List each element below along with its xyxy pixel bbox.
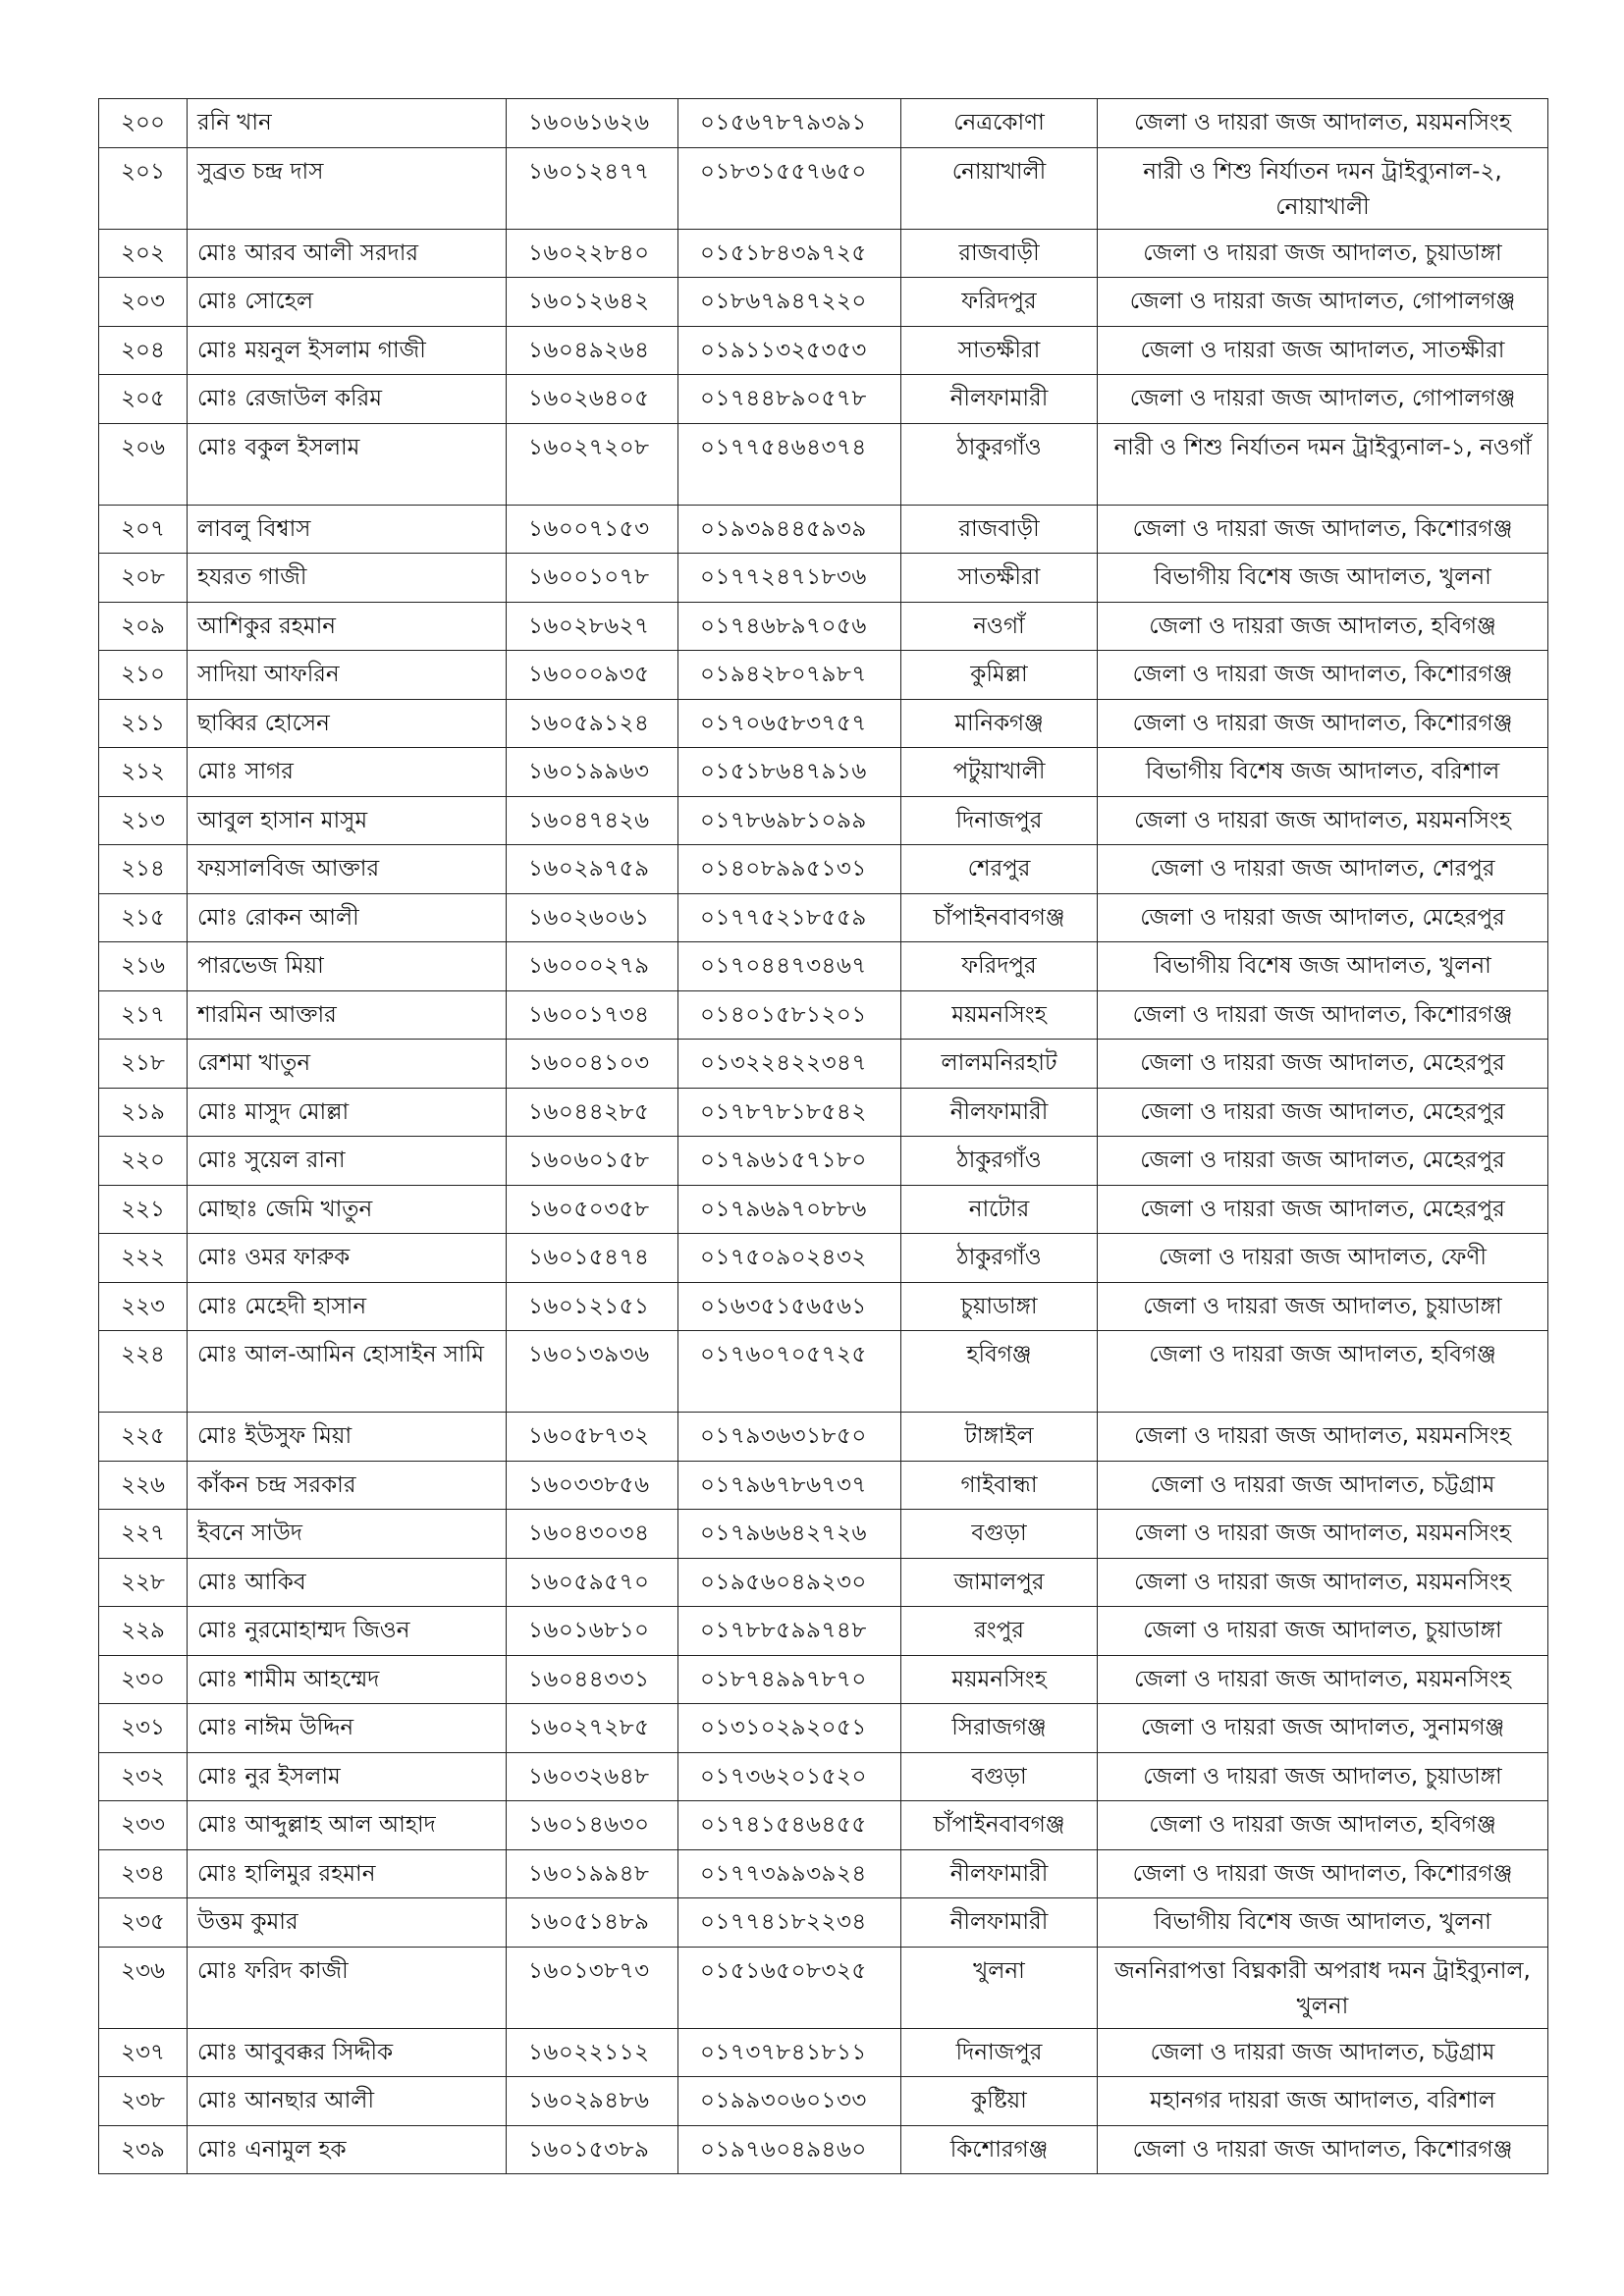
mobile-number-cell: ০১৭৯৩৬৩১৮৫০ — [678, 1413, 901, 1462]
court-cell: জেলা ও দায়রা জজ আদালত, কিশোরগঞ্জ — [1098, 2125, 1548, 2174]
table-row — [99, 1234, 1548, 1283]
mobile-number-cell: ০১৬৩৫১৫৬৫৬১ — [678, 1282, 901, 1331]
district-cell: নোয়াখালী — [901, 147, 1098, 229]
court-cell: জেলা ও দায়রা জজ আদালত, হবিগঞ্জ — [1098, 1801, 1548, 1850]
court-cell: জেলা ও দায়রা জজ আদালত, গোপালগঞ্জ — [1098, 278, 1548, 327]
mobile-number-cell: ০১৭৭৪১৮২২৩৪ — [678, 1898, 901, 1948]
district-cell: দিনাজপুর — [901, 2028, 1098, 2077]
table-row — [99, 1849, 1548, 1898]
roll-number-cell: ১৬০২৯৪৮৬ — [507, 2077, 678, 2126]
serial-cell: ২৩৬ — [99, 1947, 188, 2028]
district-cell: লালমনিরহাট — [901, 1040, 1098, 1089]
table-row — [99, 1655, 1548, 1704]
mobile-number-cell: ০১৫৬৭৮৭৯৩৯১ — [678, 99, 901, 148]
table-row — [99, 942, 1548, 991]
name-cell: মোঃ আবুবক্কর সিদ্দীক — [188, 2028, 507, 2077]
serial-cell: ২১৯ — [99, 1088, 188, 1137]
court-cell: নারী ও শিশু নির্যাতন দমন ট্রাইব্যুনাল-২, নোয়াখালী — [1098, 147, 1548, 229]
roll-number-cell: ১৬০৫৯১২৪ — [507, 699, 678, 748]
court-cell: জেলা ও দায়রা জজ আদালত, কিশোরগঞ্জ — [1098, 699, 1548, 748]
roll-number-cell: ১৬০১৩৮৭৩ — [507, 1947, 678, 2028]
mobile-number-cell: ০১৪০৮৯৯৫১৩১ — [678, 845, 901, 894]
mobile-number-cell: ০১৭৭৫২১৮৫৫৯ — [678, 893, 901, 942]
district-cell: হবিগঞ্জ — [901, 1331, 1098, 1413]
name-cell: ফয়সালবিজ আক্তার — [188, 845, 507, 894]
name-cell: মোঃ এনামুল হক — [188, 2125, 507, 2174]
roll-number-cell: ১৬০১৬৮১০ — [507, 1607, 678, 1656]
mobile-number-cell: ০১৭৭৫৪৬৪৩৭৪ — [678, 423, 901, 505]
roll-number-cell: ১৬০৫১৪৮৯ — [507, 1898, 678, 1948]
mobile-number-cell: ০১৭৭৩৯৯৩৯২৪ — [678, 1849, 901, 1898]
court-cell: জননিরাপত্তা বিঘ্নকারী অপরাধ দমন ট্রাইব্যুনাল, খুলনা — [1098, 1947, 1548, 2028]
mobile-number-cell: ০১৭৮৭৮১৮৫৪২ — [678, 1088, 901, 1137]
table-row — [99, 375, 1548, 424]
district-cell: কুমিল্লা — [901, 651, 1098, 700]
district-cell: চাঁপাইনবাবগঞ্জ — [901, 893, 1098, 942]
district-cell: দিনাজপুর — [901, 796, 1098, 845]
table-row — [99, 699, 1548, 748]
mobile-number-cell: ০১৫১৮৬৪৭৯১৬ — [678, 748, 901, 797]
table-row — [99, 1088, 1548, 1137]
mobile-number-cell: ০১৭৪১৫৪৬৪৫৫ — [678, 1801, 901, 1850]
roll-number-cell: ১৬০৪৯২৬৪ — [507, 326, 678, 375]
table-row — [99, 1947, 1548, 2028]
name-cell: মোঃ ওমর ফারুক — [188, 1234, 507, 1283]
table-row — [99, 1137, 1548, 1186]
name-cell: মোঃ রেজাউল করিম — [188, 375, 507, 424]
court-cell: জেলা ও দায়রা জজ আদালত, চুয়াডাঙ্গা — [1098, 229, 1548, 278]
table-row — [99, 326, 1548, 375]
roll-number-cell: ১৬০২৬০৬১ — [507, 893, 678, 942]
court-cell: জেলা ও দায়রা জজ আদালত, মেহেরপুর — [1098, 1137, 1548, 1186]
table-row — [99, 1282, 1548, 1331]
district-cell: পটুয়াখালী — [901, 748, 1098, 797]
name-cell: মোঃ ময়নুল ইসলাম গাজী — [188, 326, 507, 375]
mobile-number-cell: ০১৭০৬৫৮৩৭৫৭ — [678, 699, 901, 748]
district-cell: ময়মনসিংহ — [901, 1655, 1098, 1704]
serial-cell: ২৩২ — [99, 1752, 188, 1801]
name-cell: মোঃ ইউসুফ মিয়া — [188, 1413, 507, 1462]
court-cell: জেলা ও দায়রা জজ আদালত, ময়মনসিংহ — [1098, 796, 1548, 845]
court-cell: জেলা ও দায়রা জজ আদালত, ময়মনসিংহ — [1098, 1413, 1548, 1462]
roll-number-cell: ১৬০২৯৭৫৯ — [507, 845, 678, 894]
mobile-number-cell: ০১৯৪২৮০৭৯৮৭ — [678, 651, 901, 700]
name-cell: উত্তম কুমার — [188, 1898, 507, 1948]
mobile-number-cell: ০১৯৫৬০৪৯২৩০ — [678, 1558, 901, 1607]
court-cell: জেলা ও দায়রা জজ আদালত, হবিগঞ্জ — [1098, 602, 1548, 651]
court-cell: বিভাগীয় বিশেষ জজ আদালত, বরিশাল — [1098, 748, 1548, 797]
court-cell: জেলা ও দায়রা জজ আদালত, ময়মনসিংহ — [1098, 1558, 1548, 1607]
district-cell: ঠাকুরগাঁও — [901, 423, 1098, 505]
court-cell: জেলা ও দায়রা জজ আদালত, শেরপুর — [1098, 845, 1548, 894]
court-cell: জেলা ও দায়রা জজ আদালত, গোপালগঞ্জ — [1098, 375, 1548, 424]
roll-number-cell: ১৬০১৩৯৩৬ — [507, 1331, 678, 1413]
roll-number-cell: ১৬০০১০৭৮ — [507, 554, 678, 603]
table-row — [99, 505, 1548, 554]
mobile-number-cell: ০১৪০১৫৮১২০১ — [678, 990, 901, 1040]
name-cell: মোঃ সাগর — [188, 748, 507, 797]
name-cell: মোঃ আরব আলী সরদার — [188, 229, 507, 278]
mobile-number-cell: ০১৩১০২৯২০৫১ — [678, 1704, 901, 1753]
table-row — [99, 1752, 1548, 1801]
table-row — [99, 1331, 1548, 1413]
roll-number-cell: ১৬০১৫৪৭৪ — [507, 1234, 678, 1283]
name-cell: মোঃ আব্দুল্লাহ আল আহাদ — [188, 1801, 507, 1850]
district-cell: নওগাঁ — [901, 602, 1098, 651]
table-row — [99, 554, 1548, 603]
mobile-number-cell: ০১৯৯৩০৬০১৩৩ — [678, 2077, 901, 2126]
serial-cell: ২০৭ — [99, 505, 188, 554]
serial-cell: ২১৩ — [99, 796, 188, 845]
court-cell: বিভাগীয় বিশেষ জজ আদালত, খুলনা — [1098, 1898, 1548, 1948]
serial-cell: ২৩০ — [99, 1655, 188, 1704]
district-cell: রংপুর — [901, 1607, 1098, 1656]
name-cell: আবুল হাসান মাসুম — [188, 796, 507, 845]
court-cell: জেলা ও দায়রা জজ আদালত, সাতক্ষীরা — [1098, 326, 1548, 375]
court-cell: জেলা ও দায়রা জজ আদালত, চট্টগ্রাম — [1098, 2028, 1548, 2077]
district-cell: ঠাকুরগাঁও — [901, 1234, 1098, 1283]
district-cell: জামালপুর — [901, 1558, 1098, 1607]
district-cell: চুয়াডাঙ্গা — [901, 1282, 1098, 1331]
serial-cell: ২৩১ — [99, 1704, 188, 1753]
roll-number-cell: ১৬০২২১১২ — [507, 2028, 678, 2077]
court-cell: বিভাগীয় বিশেষ জজ আদালত, খুলনা — [1098, 942, 1548, 991]
roll-number-cell: ১৬০০০২৭৯ — [507, 942, 678, 991]
district-cell: টাঙ্গাইল — [901, 1413, 1098, 1462]
mobile-number-cell: ০১৭৯৬৯৭০৮৮৬ — [678, 1185, 901, 1234]
serial-cell: ২০১ — [99, 147, 188, 229]
name-cell: রেশমা খাতুন — [188, 1040, 507, 1089]
roll-number-cell: ১৬০০০৯৩৫ — [507, 651, 678, 700]
table-row — [99, 1040, 1548, 1089]
table-row — [99, 651, 1548, 700]
mobile-number-cell: ০১৭৯৬১৫৭১৮০ — [678, 1137, 901, 1186]
serial-cell: ২২১ — [99, 1185, 188, 1234]
district-cell: সাতক্ষীরা — [901, 554, 1098, 603]
table-row — [99, 2125, 1548, 2174]
court-cell: জেলা ও দায়রা জজ আদালত, চুয়াডাঙ্গা — [1098, 1282, 1548, 1331]
mobile-number-cell: ০১৭৭২৪৭১৮৩৬ — [678, 554, 901, 603]
serial-cell: ২১৫ — [99, 893, 188, 942]
district-cell: নেত্রকোণা — [901, 99, 1098, 148]
court-cell: জেলা ও দায়রা জজ আদালত, মেহেরপুর — [1098, 1185, 1548, 1234]
mobile-number-cell: ০১৮৬৭৯৪৭২২০ — [678, 278, 901, 327]
serial-cell: ২৩৪ — [99, 1849, 188, 1898]
name-cell: মোঃ রোকন আলী — [188, 893, 507, 942]
roll-number-cell: ১৬০৬০১৫৮ — [507, 1137, 678, 1186]
mobile-number-cell: ০১৭৬০৭০৫৭২৫ — [678, 1331, 901, 1413]
serial-cell: ২২৭ — [99, 1510, 188, 1559]
court-cell: বিভাগীয় বিশেষ জজ আদালত, খুলনা — [1098, 554, 1548, 603]
district-cell: ঠাকুরগাঁও — [901, 1137, 1098, 1186]
roll-number-cell: ১৬০১২১৫১ — [507, 1282, 678, 1331]
name-cell: হযরত গাজী — [188, 554, 507, 603]
district-cell: গাইবান্ধা — [901, 1461, 1098, 1510]
name-cell: আশিকুর রহমান — [188, 602, 507, 651]
table-row — [99, 1510, 1548, 1559]
court-cell: জেলা ও দায়রা জজ আদালত, কিশোরগঞ্জ — [1098, 990, 1548, 1040]
table-row — [99, 147, 1548, 229]
roll-number-cell: ১৬০৪৪২৮৫ — [507, 1088, 678, 1137]
mobile-number-cell: ০১৯৩৯৪৪৫৯৩৯ — [678, 505, 901, 554]
district-cell: মানিকগঞ্জ — [901, 699, 1098, 748]
table-row — [99, 1413, 1548, 1462]
table-row — [99, 1704, 1548, 1753]
serial-cell: ২১০ — [99, 651, 188, 700]
serial-cell: ২১৬ — [99, 942, 188, 991]
serial-cell: ২০২ — [99, 229, 188, 278]
court-cell: জেলা ও দায়রা জজ আদালত, ময়মনসিংহ — [1098, 99, 1548, 148]
table-row — [99, 278, 1548, 327]
serial-cell: ২০৩ — [99, 278, 188, 327]
mobile-number-cell: ০১৭৮৬৯৮১০৯৯ — [678, 796, 901, 845]
table-row — [99, 99, 1548, 148]
table-row — [99, 2077, 1548, 2126]
district-cell: সাতক্ষীরা — [901, 326, 1098, 375]
name-cell: মোঃ নুরমোহাম্মদ জিওন — [188, 1607, 507, 1656]
roll-number-cell: ১৬০১২৬৪২ — [507, 278, 678, 327]
court-cell: জেলা ও দায়রা জজ আদালত, ময়মনসিংহ — [1098, 1510, 1548, 1559]
name-cell: মোঃ ফরিদ কাজী — [188, 1947, 507, 2028]
district-cell: নাটোর — [901, 1185, 1098, 1234]
mobile-number-cell: ০১৮৩১৫৫৭৬৫০ — [678, 147, 901, 229]
district-cell: নীলফামারী — [901, 1088, 1098, 1137]
name-cell: মোঃ মেহেদী হাসান — [188, 1282, 507, 1331]
table-row — [99, 1558, 1548, 1607]
court-cell: জেলা ও দায়রা জজ আদালত, চট্টগ্রাম — [1098, 1461, 1548, 1510]
district-cell: ফরিদপুর — [901, 278, 1098, 327]
mobile-number-cell: ০১৭৩৭৮৪১৮১১ — [678, 2028, 901, 2077]
court-cell: জেলা ও দায়রা জজ আদালত, চুয়াডাঙ্গা — [1098, 1607, 1548, 1656]
serial-cell: ২২২ — [99, 1234, 188, 1283]
mobile-number-cell: ০১৭৯৬৭৮৬৭৩৭ — [678, 1461, 901, 1510]
roll-number-cell: ১৬০০১৭৩৪ — [507, 990, 678, 1040]
district-cell: কুষ্টিয়া — [901, 2077, 1098, 2126]
serial-cell: ২০৬ — [99, 423, 188, 505]
court-cell: জেলা ও দায়রা জজ আদালত, ময়মনসিংহ — [1098, 1655, 1548, 1704]
name-cell: মোঃ নুর ইসলাম — [188, 1752, 507, 1801]
mobile-number-cell: ০১৯১১৩২৫৩৫৩ — [678, 326, 901, 375]
serial-cell: ২৩৭ — [99, 2028, 188, 2077]
district-cell: নীলফামারী — [901, 1898, 1098, 1948]
district-cell: কিশোরগঞ্জ — [901, 2125, 1098, 2174]
mobile-number-cell: ০১৭৫০৯০২৪৩২ — [678, 1234, 901, 1283]
roll-number-cell: ১৬০৫৯৫৭০ — [507, 1558, 678, 1607]
roll-number-cell: ১৬০৩৩৮৫৬ — [507, 1461, 678, 1510]
table-row — [99, 748, 1548, 797]
mobile-number-cell: ০১৭৪৬৮৯৭০৫৬ — [678, 602, 901, 651]
name-cell: মোঃ নাঈম উদ্দিন — [188, 1704, 507, 1753]
district-cell: সিরাজগঞ্জ — [901, 1704, 1098, 1753]
name-cell: শারমিন আক্তার — [188, 990, 507, 1040]
roll-number-cell: ১৬০৬১৬২৬ — [507, 99, 678, 148]
table-row — [99, 796, 1548, 845]
serial-cell: ২১৮ — [99, 1040, 188, 1089]
roll-number-cell: ১৬০২৭২৮৫ — [507, 1704, 678, 1753]
district-cell: নীলফামারী — [901, 1849, 1098, 1898]
court-cell: নারী ও শিশু নির্যাতন দমন ট্রাইব্যুনাল-১, নওগাঁ — [1098, 423, 1548, 505]
name-cell: লাবলু বিশ্বাস — [188, 505, 507, 554]
name-cell: ছাব্বির হোসেন — [188, 699, 507, 748]
name-cell: ইবনে সাউদ — [188, 1510, 507, 1559]
name-cell: কাঁকন চন্দ্র সরকার — [188, 1461, 507, 1510]
court-cell: জেলা ও দায়রা জজ আদালত, হবিগঞ্জ — [1098, 1331, 1548, 1413]
table-body — [99, 99, 1548, 2174]
serial-cell: ২২৩ — [99, 1282, 188, 1331]
roll-number-cell: ১৬০৪৭৪২৬ — [507, 796, 678, 845]
serial-cell: ২১২ — [99, 748, 188, 797]
roll-number-cell: ১৬০৪৪৩৩১ — [507, 1655, 678, 1704]
mobile-number-cell: ০১৭০৪৪৭৩৪৬৭ — [678, 942, 901, 991]
roll-number-cell: ১৬০১৯৯৬৩ — [507, 748, 678, 797]
serial-cell: ২০৯ — [99, 602, 188, 651]
roll-number-cell: ১৬০৫০৩৫৮ — [507, 1185, 678, 1234]
serial-cell: ২২৬ — [99, 1461, 188, 1510]
mobile-number-cell: ০১৫১৮৪৩৯৭২৫ — [678, 229, 901, 278]
name-cell: মোঃ সোহেল — [188, 278, 507, 327]
name-cell: সুব্রত চন্দ্র দাস — [188, 147, 507, 229]
serial-cell: ২২৮ — [99, 1558, 188, 1607]
serial-cell: ২২৪ — [99, 1331, 188, 1413]
district-cell: শেরপুর — [901, 845, 1098, 894]
roll-number-cell: ১৬০১৪৬৩০ — [507, 1801, 678, 1850]
roll-number-cell: ১৬০২৬৪০৫ — [507, 375, 678, 424]
table-row — [99, 893, 1548, 942]
serial-cell: ২০৮ — [99, 554, 188, 603]
roll-number-cell: ১৬০২৮৬২৭ — [507, 602, 678, 651]
district-cell: নীলফামারী — [901, 375, 1098, 424]
mobile-number-cell: ০১৮৭৪৯৯৭৮৭০ — [678, 1655, 901, 1704]
candidate-table — [98, 98, 1548, 2174]
district-cell: ফরিদপুর — [901, 942, 1098, 991]
name-cell: মোঃ আল-আমিন হোসাইন সামি — [188, 1331, 507, 1413]
serial-cell: ২৩৫ — [99, 1898, 188, 1948]
table-row — [99, 990, 1548, 1040]
district-cell: খুলনা — [901, 1947, 1098, 2028]
court-cell: জেলা ও দায়রা জজ আদালত, চুয়াডাঙ্গা — [1098, 1752, 1548, 1801]
court-cell: জেলা ও দায়রা জজ আদালত, মেহেরপুর — [1098, 893, 1548, 942]
table-row — [99, 1185, 1548, 1234]
serial-cell: ২৩৮ — [99, 2077, 188, 2126]
roll-number-cell: ১৬০২৭২০৮ — [507, 423, 678, 505]
serial-cell: ২২০ — [99, 1137, 188, 1186]
table-row — [99, 1461, 1548, 1510]
mobile-number-cell: ০১৫১৬৫০৮৩২৫ — [678, 1947, 901, 2028]
serial-cell: ২১৭ — [99, 990, 188, 1040]
name-cell: মোঃ সুয়েল রানা — [188, 1137, 507, 1186]
serial-cell: ২৩৩ — [99, 1801, 188, 1850]
name-cell: মোঃ মাসুদ মোল্লা — [188, 1088, 507, 1137]
name-cell: মোছাঃ জেমি খাতুন — [188, 1185, 507, 1234]
table-row — [99, 423, 1548, 505]
court-cell: জেলা ও দায়রা জজ আদালত, মেহেরপুর — [1098, 1040, 1548, 1089]
roll-number-cell: ১৬০১৯৯৪৮ — [507, 1849, 678, 1898]
serial-cell: ২২৫ — [99, 1413, 188, 1462]
name-cell: মোঃ আকিব — [188, 1558, 507, 1607]
district-cell: রাজবাড়ী — [901, 505, 1098, 554]
serial-cell: ২১৪ — [99, 845, 188, 894]
roll-number-cell: ১৬০২২৮৪০ — [507, 229, 678, 278]
court-cell: জেলা ও দায়রা জজ আদালত, ফেণী — [1098, 1234, 1548, 1283]
name-cell: মোঃ আনছার আলী — [188, 2077, 507, 2126]
roll-number-cell: ১৬০৩২৬৪৮ — [507, 1752, 678, 1801]
district-cell: বগুড়া — [901, 1752, 1098, 1801]
mobile-number-cell: ০১৭৪৪৮৯০৫৭৮ — [678, 375, 901, 424]
name-cell: রনি খান — [188, 99, 507, 148]
serial-cell: ২০৪ — [99, 326, 188, 375]
table-row — [99, 845, 1548, 894]
serial-cell: ২০৫ — [99, 375, 188, 424]
document-page — [98, 98, 1547, 2174]
table-row — [99, 1607, 1548, 1656]
court-cell: জেলা ও দায়রা জজ আদালত, কিশোরগঞ্জ — [1098, 651, 1548, 700]
roll-number-cell: ১৬০১৫৩৮৯ — [507, 2125, 678, 2174]
name-cell: সাদিয়া আফরিন — [188, 651, 507, 700]
mobile-number-cell: ০১৭৩৬২০১৫২০ — [678, 1752, 901, 1801]
name-cell: পারভেজ মিয়া — [188, 942, 507, 991]
roll-number-cell: ১৬০০৭১৫৩ — [507, 505, 678, 554]
table-row — [99, 1898, 1548, 1948]
district-cell: বগুড়া — [901, 1510, 1098, 1559]
table-row — [99, 602, 1548, 651]
serial-cell: ২৩৯ — [99, 2125, 188, 2174]
mobile-number-cell: ০১৭৮৮৫৯৯৭৪৮ — [678, 1607, 901, 1656]
district-cell: ময়মনসিংহ — [901, 990, 1098, 1040]
serial-cell: ২২৯ — [99, 1607, 188, 1656]
roll-number-cell: ১৬০৫৮৭৩২ — [507, 1413, 678, 1462]
court-cell: জেলা ও দায়রা জজ আদালত, কিশোরগঞ্জ — [1098, 505, 1548, 554]
roll-number-cell: ১৬০১২৪৭৭ — [507, 147, 678, 229]
serial-cell: ২১১ — [99, 699, 188, 748]
roll-number-cell: ১৬০০৪১০৩ — [507, 1040, 678, 1089]
name-cell: মোঃ শামীম আহম্মেদ — [188, 1655, 507, 1704]
table-row — [99, 2028, 1548, 2077]
district-cell: চাঁপাইনবাবগঞ্জ — [901, 1801, 1098, 1850]
court-cell: জেলা ও দায়রা জজ আদালত, কিশোরগঞ্জ — [1098, 1849, 1548, 1898]
table-row — [99, 229, 1548, 278]
mobile-number-cell: ০১৩২২৪২২৩৪৭ — [678, 1040, 901, 1089]
name-cell: মোঃ বকুল ইসলাম — [188, 423, 507, 505]
mobile-number-cell: ০১৭৯৬৬৪২৭২৬ — [678, 1510, 901, 1559]
name-cell: মোঃ হালিমুর রহমান — [188, 1849, 507, 1898]
serial-cell: ২০০ — [99, 99, 188, 148]
court-cell: জেলা ও দায়রা জজ আদালত, মেহেরপুর — [1098, 1088, 1548, 1137]
court-cell: জেলা ও দায়রা জজ আদালত, সুনামগঞ্জ — [1098, 1704, 1548, 1753]
district-cell: রাজবাড়ী — [901, 229, 1098, 278]
mobile-number-cell: ০১৯৭৬০৪৯৪৬০ — [678, 2125, 901, 2174]
roll-number-cell: ১৬০৪৩০৩৪ — [507, 1510, 678, 1559]
table-row — [99, 1801, 1548, 1850]
court-cell: মহানগর দায়রা জজ আদালত, বরিশাল — [1098, 2077, 1548, 2126]
